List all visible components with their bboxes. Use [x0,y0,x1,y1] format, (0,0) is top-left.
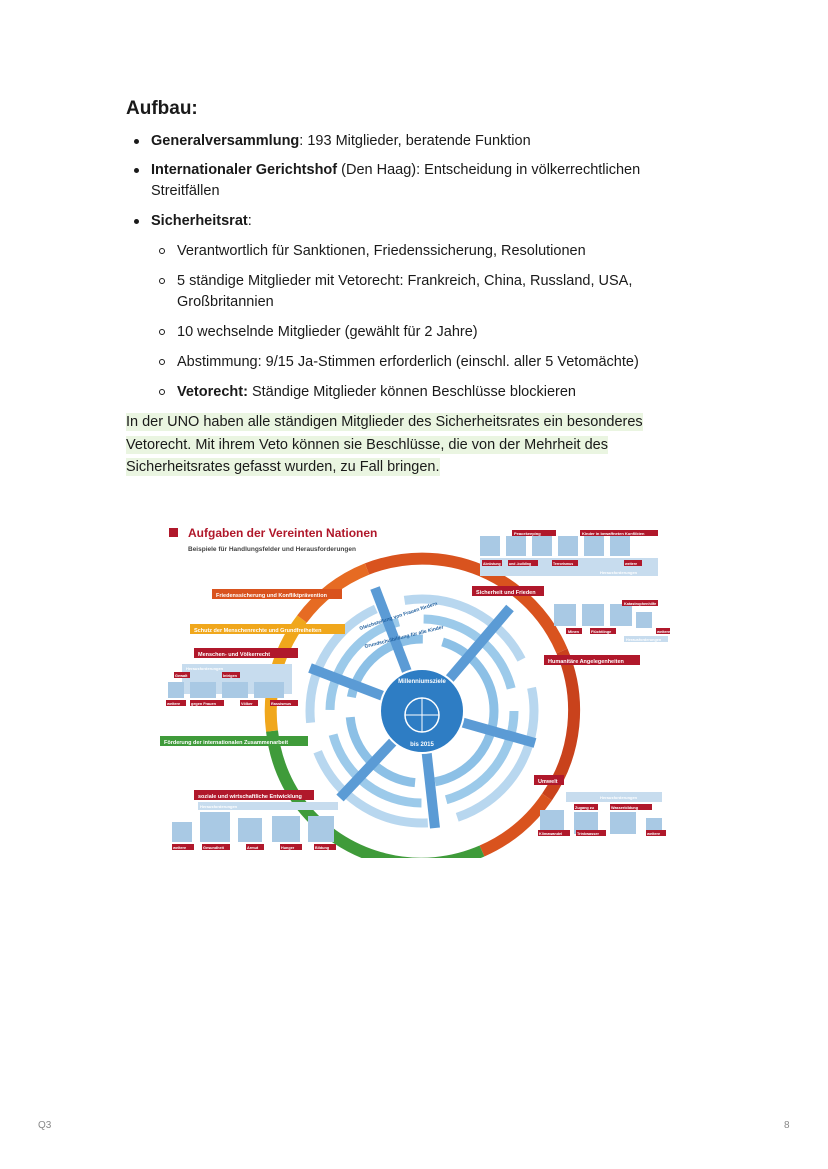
field-label: Förderung der internationalen Zusammenarbeit [164,740,289,746]
un-tasks-infographic [160,518,670,858]
svg-text:Zugang zu: Zugang zu [575,806,594,810]
svg-text:Terrorismus: Terrorismus [553,562,574,566]
svg-text:Wasserbildung: Wasserbildung [611,806,639,810]
svg-text:Intrigen: Intrigen [223,674,237,678]
svg-text:weitere: weitere [167,702,181,706]
svg-text:Peacekeeping: Peacekeeping [514,531,541,536]
list-item: 5 ständige Mitglieder mit Vetorecht: Frankreich, China, Russland, USA, Großbritannien [177,271,677,313]
highlighted-paragraph: In der UNO haben alle ständigen Mitglieder des Sicherheitsrates ein besonderes Vetorecht. Mit ihrem Veto können sie Beschlüsse, die von der Mehrheit des Sicherheitsrates gefasst wurden, zu Fall bringen. [126,414,643,475]
svg-text:Hunger: Hunger [281,846,295,850]
svg-text:Trinkwasser: Trinkwasser [577,832,599,836]
list-item: Generalversammlung: 193 Mitglieder, beratende Funktion [151,131,691,152]
svg-text:Herausforderungen: Herausforderungen [626,638,662,642]
list-item: 10 wechselnde Mitglieder (gewählt für 2 Jahre) [177,322,677,343]
svg-text:Klimawandel: Klimawandel [539,832,563,836]
svg-text:Abrüstung: Abrüstung [483,562,501,566]
field-label: soziale und wirtschaftliche Entwicklung [198,794,302,800]
section-heading: Aufbau: [126,98,198,119]
field-label: Menschen- und Völkerrecht [198,652,271,658]
svg-text:weitere: weitere [647,832,661,836]
page-number: 8 [784,1120,790,1131]
svg-text:weitere: weitere [625,562,638,566]
field-label: Sicherheit und Frieden [476,590,536,596]
list-item: Internationaler Gerichtshof (Den Haag): Entscheidung in völkerrechtlichen Streitfällen [151,160,691,202]
figure-subtitle: Beispiele für Handlungsfelder und Herausforderungen [188,546,356,553]
svg-text:Grundschulbildung für alle Kin: Grundschulbildung für alle Kinder [364,624,445,650]
svg-text:Bildung: Bildung [315,846,330,850]
svg-text:Gleichstellung von Frauen förd: Gleichstellung von Frauen fördern [358,600,439,632]
svg-text:Millenniumsziele: Millenniumsziele [398,679,446,685]
list-item: Sicherheitsrat: [151,211,691,232]
field-label: Humanitäre Angelegenheiten [548,659,624,665]
svg-text:Armut: Armut [247,846,259,850]
svg-text:Völker: Völker [241,702,253,706]
svg-text:Gesundheit: Gesundheit [203,846,224,850]
svg-text:bis 2015: bis 2015 [410,742,434,748]
svg-text:gegen Frauen: gegen Frauen [191,702,216,706]
figure-title: Aufgaben der Vereinten Nationen [188,526,378,540]
list-item: Verantwortlich für Sanktionen, Friedenssicherung, Resolutionen [177,241,677,262]
svg-text:und -building: und -building [509,562,532,566]
list-item: Vetorecht: Ständige Mitglieder können Beschlüsse blockieren [177,382,677,403]
svg-text:Herausforderungen: Herausforderungen [600,570,638,575]
svg-text:Minen: Minen [568,630,579,634]
footer-left: Q3 [38,1120,52,1131]
svg-text:Herausforderungen: Herausforderungen [200,804,238,809]
svg-text:Gewalt: Gewalt [175,674,188,678]
svg-text:Herausforderungen: Herausforderungen [600,795,638,800]
field-label: Umwelt [538,779,558,785]
field-label: Friedenssicherung und Konfliktprävention [216,593,327,599]
field-label: Schutz der Menschenrechte und Grundfreiheiten [194,628,322,634]
list-item: Abstimmung: 9/15 Ja-Stimmen erforderlich (einschl. aller 5 Vetomächte) [177,352,677,373]
svg-text:Rassismus: Rassismus [271,702,292,706]
svg-text:Katastrophenhilfe: Katastrophenhilfe [624,602,657,606]
svg-text:weitere: weitere [657,630,670,634]
svg-text:weitere: weitere [173,846,187,850]
svg-text:Flüchtlinge: Flüchtlinge [591,630,612,634]
svg-text:Herausforderungen: Herausforderungen [186,666,224,671]
svg-text:Kinder in bewaffneten Konflikt: Kinder in bewaffneten Konflikten [582,531,645,536]
